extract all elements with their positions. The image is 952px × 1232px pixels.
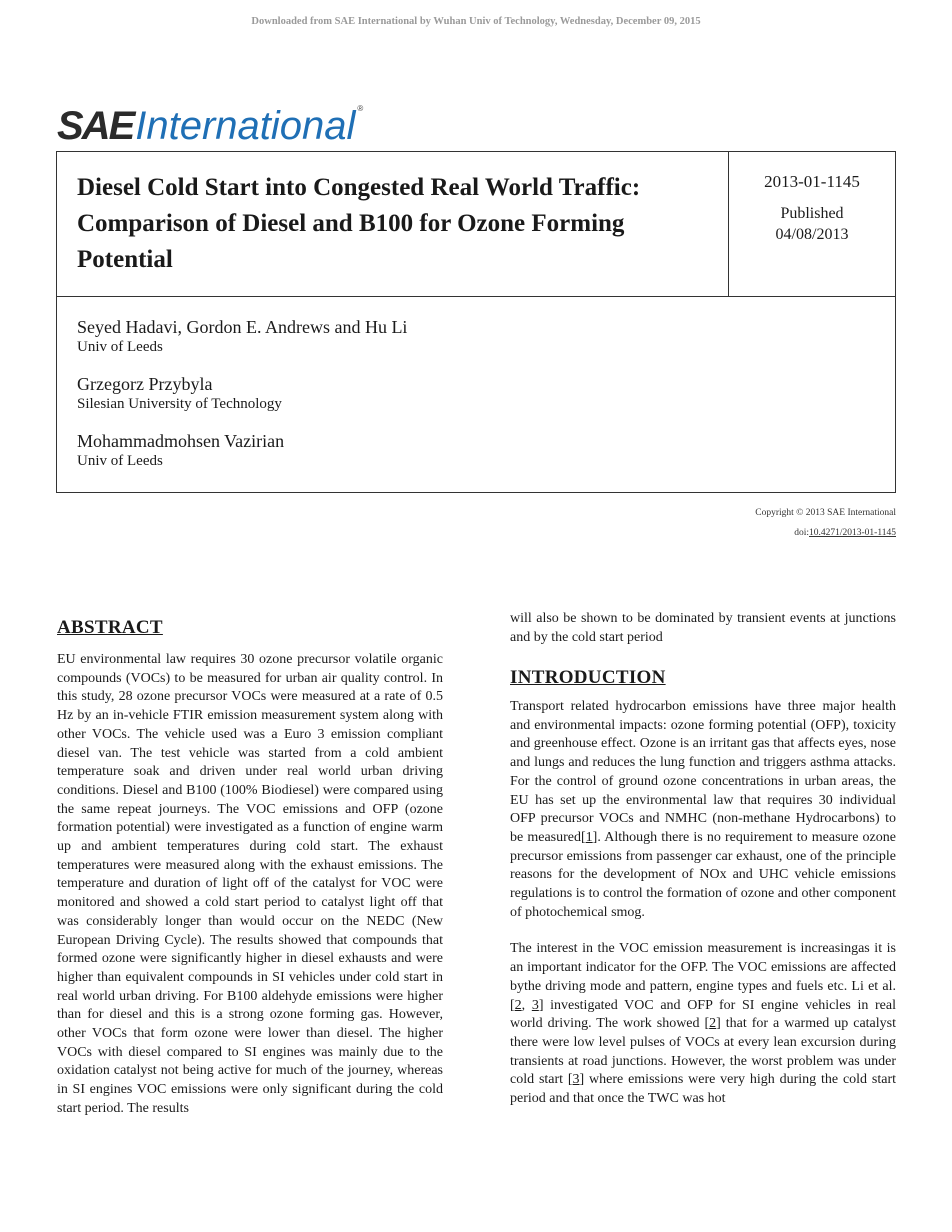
author-affiliation: Univ of Leeds (77, 453, 163, 469)
author-affiliation: Silesian University of Technology (77, 396, 282, 412)
copyright-block (755, 503, 896, 543)
intro-text: , (521, 997, 532, 1013)
paper-meta-cell (729, 152, 895, 297)
intro-paragraph-1 (510, 698, 896, 922)
abstract-heading: ABSTRACT (57, 617, 163, 638)
author-name: Mohammadmohsen Vazirian (77, 431, 285, 451)
publication-info (729, 203, 895, 245)
author-name: Seyed Hadavi, Gordon E. Andrews and Hu Li (77, 317, 408, 337)
paper-number: 2013-01-1145 (764, 172, 860, 191)
abstract-column (57, 651, 443, 1119)
intro-text: ] where emissions were very high during the cold start period and that once the TWC was hot (510, 1072, 896, 1107)
citation-link[interactable]: 2 (709, 1016, 717, 1032)
intro-paragraph-2 (510, 940, 896, 1108)
intro-text: ]. Although there is no requirement to measure ozone precursor emissions from passenger car exhaust, one of the principle reasons for the development of NOx and UHC vehicle emissions regulations is to control the formation of ozone and other component of photochemical smog. (510, 829, 896, 920)
intro-text: ] investigated VOC and OFP for SI engine vehicles in real world driving. The work showed [ (510, 997, 896, 1032)
introduction-column (510, 698, 896, 1109)
sae-international-logo (57, 100, 363, 146)
title-block (56, 151, 896, 493)
paper-title: Diesel Cold Start into Congested Real World Traffic: Comparison of Diesel and B100 for Ozone Forming Potential (77, 174, 641, 273)
author-name: Grzegorz Przybyla (77, 374, 213, 394)
doi-line (755, 523, 896, 543)
doi-prefix: doi: (794, 528, 809, 538)
copyright-notice: Copyright © 2013 SAE International (755, 508, 896, 518)
citation-link[interactable]: 2 (514, 997, 522, 1013)
registered-mark: ® (357, 104, 364, 113)
title-cell (57, 152, 729, 297)
logo-international-text: International (135, 104, 356, 148)
doi-link[interactable]: 10.4271/2013-01-1145 (809, 528, 896, 538)
citation-link[interactable]: 1 (585, 829, 593, 845)
right-column (510, 610, 896, 647)
intro-text: ] that for a warmed up catalyst there were low level pulses of VOCs at every lean excursion during transients at road junctions. However, the worst problem was under cold start [ (510, 1016, 896, 1088)
intro-text: The interest in the VOC emission measurement is increasingas it is an important indicator for the OFP. The VOC emissions are affected bythe driving mode and pattern, engine types and fuels etc. Li et al. [ (510, 941, 896, 1013)
intro-text: Transport related hydrocarbon emissions have three major health and environmental impacts: ozone forming potential (OFP), toxicity and greenhouse effect. Ozone is an irritant gas that affects eyes, nose and lungs and reduces the lung function and triggers asthma attacks. For the control of ground ozone concentrations in urban areas, the EU has set up the environmental law that requires 30 individual OFP precursor VOCs and NMHC (non-methane Hydrocarbons) to be measured[ (510, 699, 896, 845)
published-date: 04/08/2013 (775, 226, 849, 243)
author-list (77, 316, 857, 487)
introduction-heading: INTRODUCTION (510, 667, 666, 688)
author-affiliation: Univ of Leeds (77, 339, 163, 355)
abstract-text: EU environmental law requires 30 ozone precursor volatile organic compounds (VOCs) to be measured for urban air quality control. In this study, 28 ozone precursor VOCs were measured at a rate of 0.5 Hz by an in-vehicle FTIR emission measurement system along with other VOCs. The vehicle used was a Euro 3 emission compliant diesel van. The test vehicle was started from a cold ambient temperature soak and driven under real world urban driving conditions. Diesel and B100 (100% Biodiesel) were compared using the same repeat journeys. The VOC emissions and OFP (ozone formation potential) were investigated as a function of engine warm up and ambient temperatures during cold start. The exhaust temperatures were measured along with the exhaust emissions. The temperature and duration of light off of the catalyst for VOC were monitored and showed a cold start period to catalyst light off that was considerably longer than would occur on the NEDC (New European Driving Cycle). The results showed that compounds that formed ozone were significantly higher in diesel exhausts and were higher than equivalent compounds in SI vehicles under cold start in real world urban driving. For B100 aldehyde emissions were higher than for diesel and this is a strong ozone forming gas. However, other VOCs that form ozone were lower than diesel. The higher VOCs with diesel compared to SI engines was mainly due to the oxidation catalyst not being active for much of the journey, whereas in SI engines VOC emissions were only significant during the cold start period. The results (57, 652, 443, 1116)
citation-link[interactable]: 3 (531, 997, 539, 1013)
published-label: Published (780, 205, 844, 222)
abstract-continuation: will also be shown to be dominated by transient events at junctions and by the cold start period (510, 611, 896, 645)
citation-link[interactable]: 3 (572, 1072, 580, 1088)
logo-sae-text: SAE (57, 104, 134, 148)
download-notice: Downloaded from SAE International by Wuhan Univ of Technology, Wednesday, December 09, 2015 (251, 16, 701, 27)
